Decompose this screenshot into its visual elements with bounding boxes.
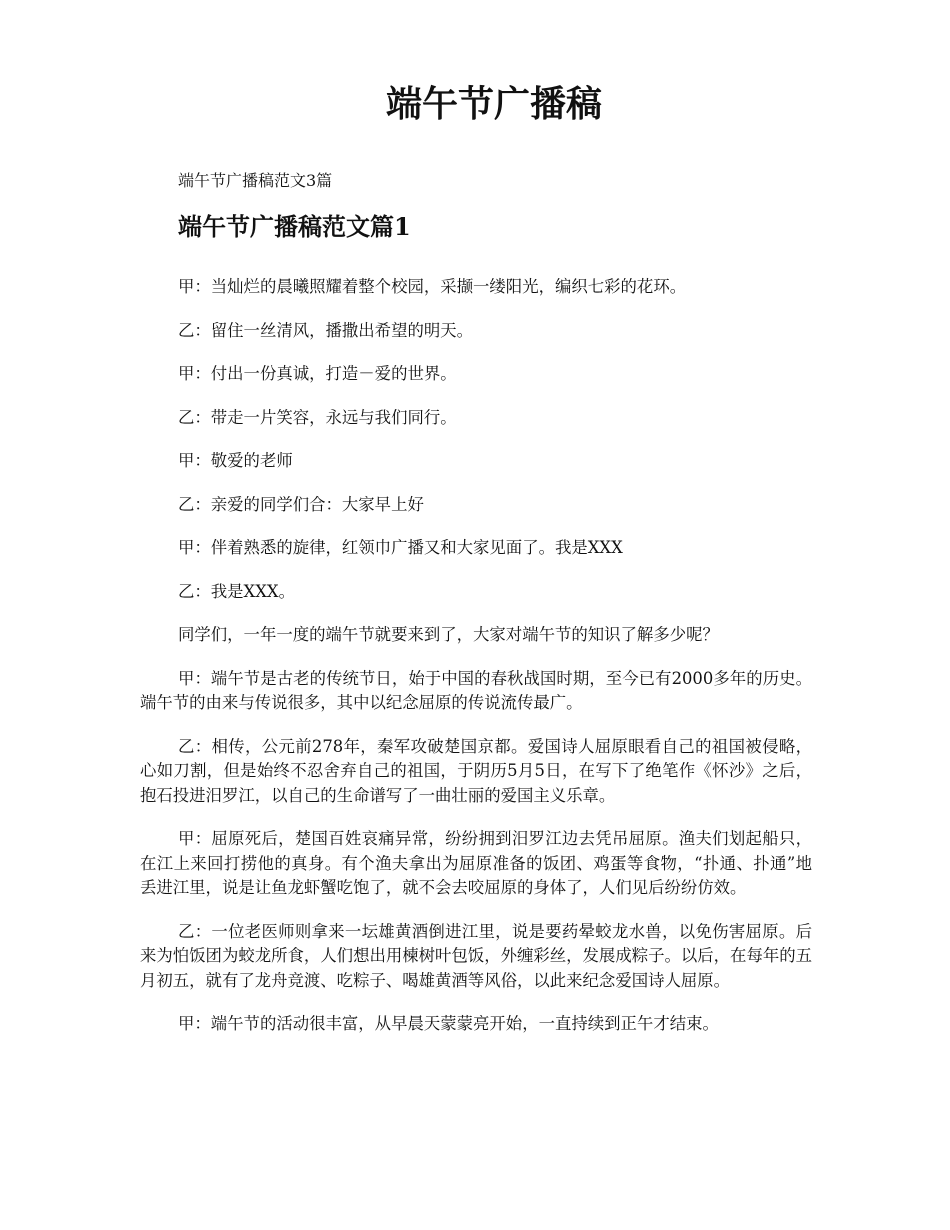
paragraph: 乙：一位老医师则拿来一坛雄黄酒倒进江里，说是要药晕蛟龙水兽，以免伤害屈原。后来为怕饭团为蛟龙所食，人们想出用楝树叶包饭，外缠彩丝，发展成粽子。以后，在每年的五月初五，就有了龙舟竞渡、吃粽子、喝雄黄酒等风俗，以此来纪念爱国诗人屈原。 (140, 921, 813, 990)
paragraph: 甲：端午节的活动很丰富，从早晨天蒙蒙亮开始，一直持续到正午才结束。 (178, 1014, 719, 1033)
paragraph: 乙：相传，公元前278年，秦军攻破楚国京都。爱国诗人屈原眼看自己的祖国被侵略，心如刀割，但是始终不忍舍弃自己的祖国，于阴历5月5日，在写下了绝笔作《怀沙》之后，抱石投进汨罗江，以自己的生命谱写了一曲壮丽的爱国主义乐章。 (140, 736, 812, 805)
document-body (140, 275, 812, 1056)
paragraph: 同学们，一年一度的端午节就要来到了，大家对端午节的知识了解多少呢？ (178, 625, 719, 644)
paragraph: 乙：留住一丝清风，播撒出希望的明天。 (178, 320, 474, 340)
document-title: 端午节广播稿 (385, 83, 602, 125)
section-heading: 端午节广播稿范文篇1 (178, 212, 411, 241)
document-subtitle: 端午节广播稿范文3篇 (178, 171, 333, 190)
paragraph: 甲：伴着熟悉的旋律，红领巾广播又和大家见面了。我是XXX (178, 538, 623, 557)
paragraph: 甲：敬爱的老师 (178, 451, 293, 470)
paragraph: 甲：端午节是古老的传统节日，始于中国的春秋战国时期，至今已有2000多年的历史。端午节的由来与传说很多，其中以纪念屈原的传说流传最广。 (140, 668, 812, 712)
paragraph: 甲：付出一份真诚，打造－爱的世界。 (178, 364, 457, 383)
paragraph: 乙：我是XXX。 (178, 581, 295, 601)
paragraph: 甲：当灿烂的晨曦照耀着整个校园，采撷一缕阳光，编织七彩的花环。 (178, 277, 687, 296)
paragraph: 乙：带走一片笑容，永远与我们同行。 (178, 407, 457, 427)
paragraph: 乙：亲爱的同学们合：大家早上好 (178, 494, 424, 514)
paragraph: 甲：屈原死后，楚国百姓哀痛异常，纷纷拥到汨罗江边去凭吊屈原。渔夫们划起船只，在江上来回打捞他的真身。有个渔夫拿出为屈原准备的饭团、鸡蛋等食物，“扑通、扑通”地丢进江里，说是让鱼龙虾蟹吃饱了，就不会去咬屈原的身体了，人们见后纷纷仿效。 (140, 829, 812, 897)
